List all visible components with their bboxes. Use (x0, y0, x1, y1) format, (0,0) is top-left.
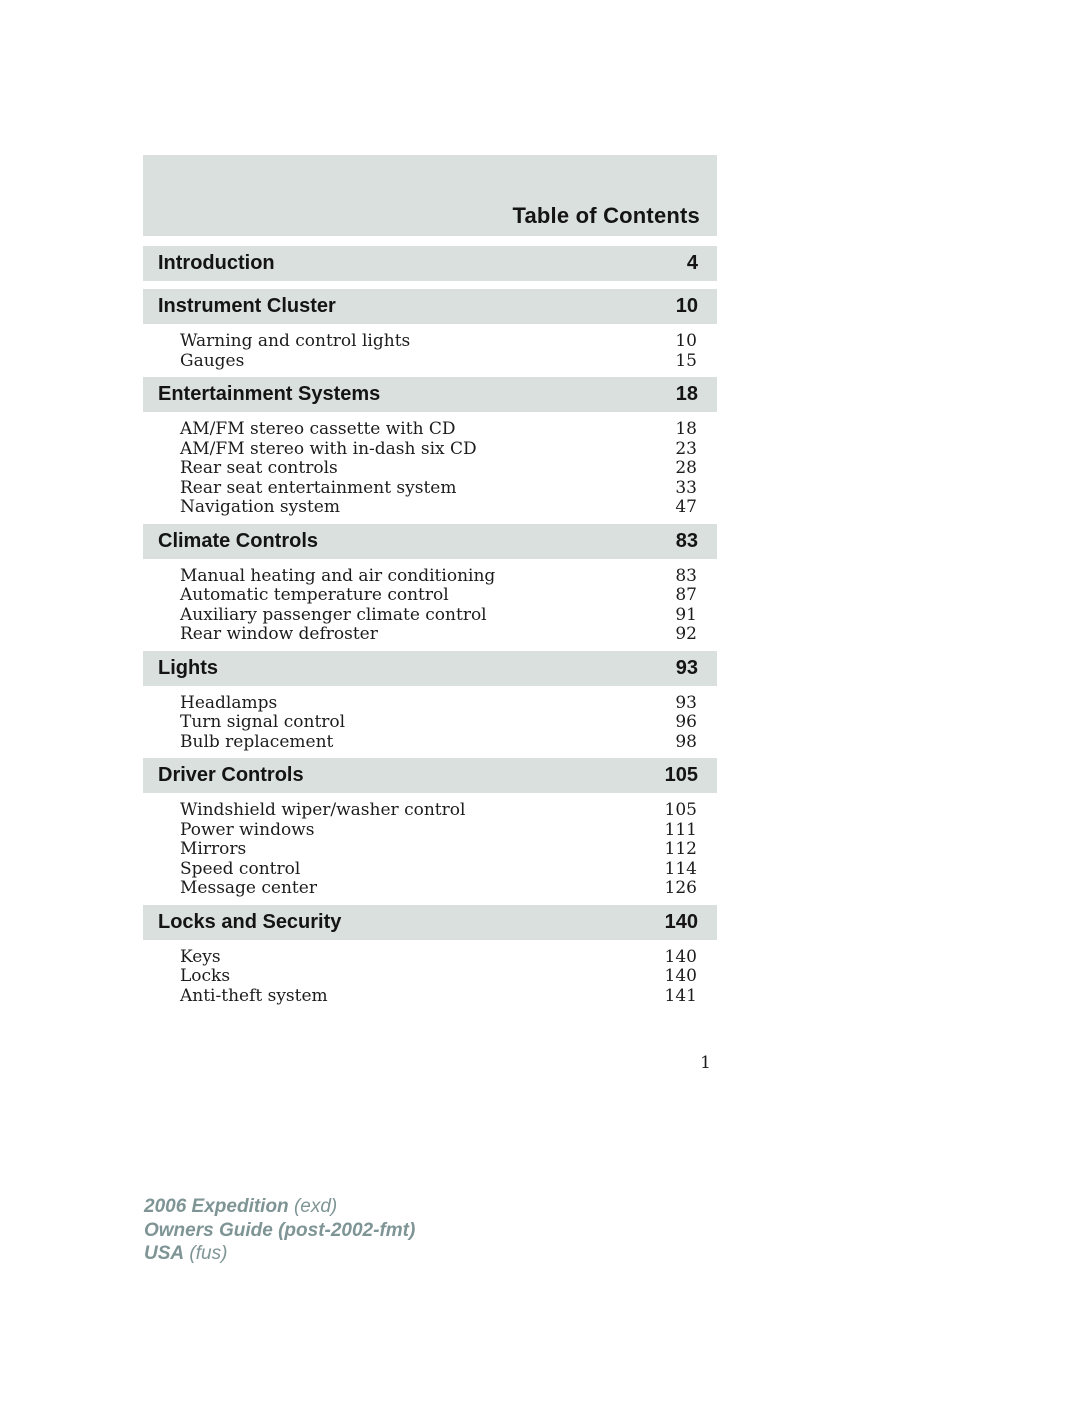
toc-entry (143, 498, 717, 518)
toc-section-page-number: 105 (664, 764, 698, 786)
toc-entry-title: Anti-theft system (180, 985, 328, 1006)
toc-section (143, 289, 717, 377)
toc-section (143, 377, 717, 524)
toc-section-heading (143, 651, 717, 686)
toc-entry-page-number: 23 (675, 438, 697, 459)
toc-entry-title: Rear seat controls (180, 458, 338, 478)
toc-section (143, 758, 717, 905)
toc-entry-page-number: 83 (675, 565, 697, 586)
toc-entry-page-number: 111 (664, 819, 697, 840)
toc-section (143, 905, 717, 1013)
toc-entry (143, 586, 717, 606)
toc-entry-page-number: 140 (664, 966, 697, 986)
toc-section-heading (143, 377, 717, 412)
toc-entry-title: AM/FM stereo cassette with CD (180, 419, 456, 439)
toc-entry-page-number: 114 (664, 858, 697, 879)
toc-entry (143, 713, 717, 733)
toc-entry (143, 352, 717, 372)
page-number: 1 (700, 1053, 711, 1073)
toc-entry-title: Locks (180, 966, 231, 986)
toc-section-page-number: 10 (675, 295, 698, 317)
toc-entry-page-number: 92 (675, 624, 697, 644)
toc-entry (143, 606, 717, 626)
doc-footer-line (144, 1242, 415, 1266)
toc-section (143, 246, 717, 281)
toc-entry-title: Bulb replacement (180, 731, 334, 752)
toc-entry-page-number: 10 (675, 331, 697, 351)
toc-entry-title: Warning and control lights (180, 331, 411, 351)
toc-section-heading (143, 905, 717, 940)
toc-entry (143, 625, 717, 645)
toc-entry-page-number: 140 (664, 946, 697, 967)
toc-section-heading (143, 246, 717, 281)
toc-entry (143, 987, 717, 1007)
doc-footer-line (144, 1195, 415, 1219)
toc-entry (143, 733, 717, 753)
toc-entry-page-number: 91 (675, 604, 697, 625)
doc-footer-line-bold: USA (144, 1243, 185, 1264)
toc-entry (143, 420, 717, 440)
toc-entry-page-number: 18 (675, 419, 697, 439)
toc-section-heading (143, 524, 717, 559)
toc-entry-title: Auxiliary passenger climate control (180, 604, 487, 625)
toc-entry-title: Rear window defroster (180, 624, 378, 644)
toc-section-title: Driver Controls (158, 764, 304, 786)
toc-section (143, 524, 717, 651)
toc-entry-title: Turn signal control (180, 712, 346, 732)
toc-page-content (143, 155, 717, 1012)
toc-section-page-number: 83 (675, 529, 698, 552)
toc-section-title: Climate Controls (158, 529, 319, 552)
toc-entry-title: Windshield wiper/washer control (180, 800, 466, 820)
toc-entry-page-number: 105 (664, 800, 697, 820)
toc-header-block (143, 155, 717, 236)
toc-entry-title: AM/FM stereo with in-dash six CD (180, 438, 477, 459)
toc-section-page-number: 18 (675, 383, 698, 405)
toc-section-heading (143, 758, 717, 793)
toc-subsection-list (143, 793, 717, 905)
toc-entry-page-number: 98 (675, 731, 697, 752)
toc-entry (143, 879, 717, 899)
toc-entry-title: Headlamps (180, 692, 278, 713)
toc-section (143, 651, 717, 759)
toc-subsection-list (143, 559, 717, 651)
page-title: Table of Contents (512, 203, 700, 228)
toc-section-page-number: 93 (675, 656, 698, 679)
toc-entry-page-number: 33 (675, 477, 697, 498)
toc-entry-title: Gauges (180, 350, 245, 371)
toc-entry (143, 948, 717, 968)
toc-entry (143, 801, 717, 821)
doc-footer-line-normal: (exd) (288, 1196, 338, 1217)
toc-entry-title: Mirrors (180, 839, 247, 859)
toc-entry-title: Power windows (180, 819, 315, 840)
toc-entry (143, 459, 717, 479)
toc-subsection-list (143, 940, 717, 1013)
toc-entry-title: Rear seat entertainment system (180, 477, 457, 498)
toc-section-title: Entertainment Systems (158, 383, 381, 405)
toc-entry-page-number: 126 (664, 878, 697, 898)
toc-entry-title: Automatic temperature control (180, 585, 449, 605)
toc-entry-page-number: 112 (664, 839, 697, 859)
toc-section-title: Introduction (158, 252, 275, 274)
toc-entry (143, 332, 717, 352)
toc-entry-page-number: 96 (675, 712, 697, 732)
toc-entry (143, 440, 717, 460)
toc-entry-page-number: 15 (675, 350, 697, 371)
toc-entry-page-number: 47 (675, 497, 697, 517)
doc-footer (144, 1195, 415, 1266)
toc-list (143, 246, 717, 1012)
toc-subsection-list (143, 686, 717, 759)
toc-entry-title: Message center (180, 878, 317, 898)
toc-entry-title: Keys (180, 946, 221, 967)
toc-entry-page-number: 28 (675, 458, 697, 478)
toc-section-page-number: 140 (664, 910, 698, 933)
toc-entry-title: Manual heating and air conditioning (180, 565, 496, 586)
toc-entry-page-number: 141 (664, 985, 697, 1006)
toc-section-heading (143, 289, 717, 324)
toc-entry (143, 479, 717, 499)
toc-entry (143, 694, 717, 714)
toc-entry (143, 860, 717, 880)
toc-subsection-list (143, 412, 717, 524)
toc-subsection-list (143, 324, 717, 377)
toc-section-title: Lights (158, 656, 218, 679)
toc-entry (143, 821, 717, 841)
toc-entry-page-number: 87 (675, 585, 697, 605)
doc-footer-line-normal: (fus) (184, 1243, 228, 1264)
doc-footer-line-bold: Owners Guide (post-2002-fmt) (144, 1219, 416, 1241)
toc-entry-title: Navigation system (180, 497, 340, 517)
toc-entry (143, 840, 717, 860)
toc-entry-page-number: 93 (675, 692, 697, 713)
doc-footer-line-bold: 2006 Expedition (144, 1196, 289, 1217)
toc-entry (143, 567, 717, 587)
toc-section-title: Instrument Cluster (158, 295, 336, 317)
toc-section-title: Locks and Security (158, 910, 342, 933)
toc-section-page-number: 4 (686, 252, 698, 274)
doc-footer-line (144, 1219, 415, 1243)
toc-entry-title: Speed control (180, 858, 301, 879)
toc-entry (143, 967, 717, 987)
